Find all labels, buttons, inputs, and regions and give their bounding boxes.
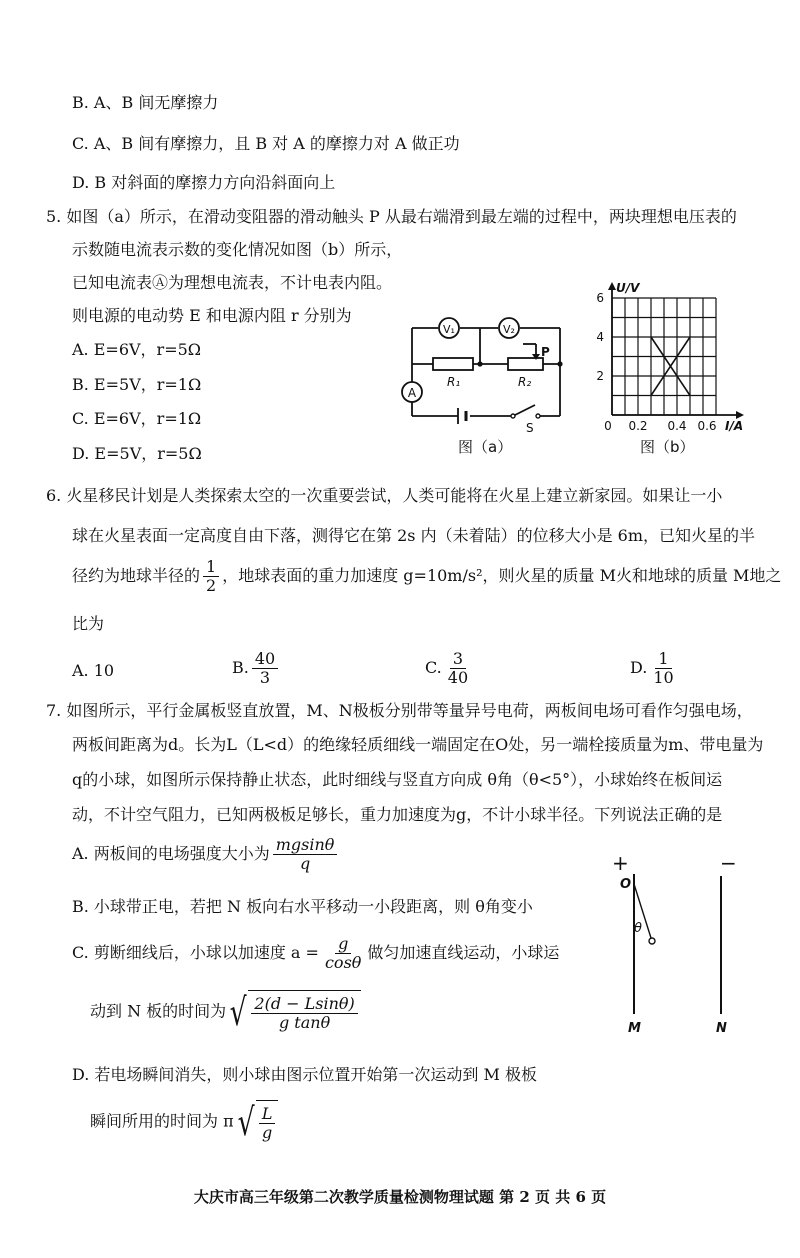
q6-option-c-label: C. (425, 658, 442, 677)
q7-option-d-time-text: 瞬间所用的时间为 π (90, 1111, 234, 1131)
x-tick-0: 0 (604, 419, 612, 433)
figure-a-caption: 图（a） (458, 438, 513, 456)
q6-option-c-num: 3 (450, 650, 466, 669)
q4-option-b: B. A、B 间无摩擦力 (72, 93, 219, 112)
y-tick-2: 2 (596, 369, 604, 383)
battery (458, 408, 466, 424)
ball (649, 938, 655, 944)
q7-option-c-sqrt-fraction (251, 995, 357, 1032)
resistor-r2 (508, 358, 543, 370)
q7-option-c-num: g (335, 935, 351, 954)
voltmeter-v2 (499, 318, 519, 338)
q7-option-d-sqrt: √ $\frac{L}{g}$ (234, 1100, 279, 1144)
q7-option-a-den: q (299, 854, 311, 873)
page-footer: 大庆市高三年级第二次教学质量检测物理试题 第 2 页 共 6 页 (193, 1188, 607, 1206)
ammeter-label: A (407, 386, 417, 400)
x-axis-label: I/A (725, 419, 744, 433)
slider-label: P (541, 345, 550, 359)
y-axis-label: U/V (616, 281, 640, 295)
q7-option-c-text1: C. 剪断细线后，小球以加速度 a = (72, 943, 319, 962)
minus-sign: − (720, 851, 737, 875)
x-tick-04: 0.4 (667, 419, 687, 433)
q5-option-d: D. E=5V，r=5Ω (72, 444, 202, 463)
plus-sign: + (612, 851, 629, 875)
q6-option-b-num: 40 (252, 650, 278, 669)
q7-option-d-line1: D. 若电场瞬间消失，则小球由图示位置开始第一次运动到 M 极板 (72, 1065, 537, 1084)
q7-option-a-num: mgsinθ (273, 836, 338, 855)
q6-option-b-den: 3 (259, 668, 271, 687)
voltmeter-v1 (439, 318, 459, 338)
q4-option-c: C. A、B 间有摩擦力，且 B 对 A 的摩擦力对 A 做正功 (72, 134, 460, 153)
x-tick-02: 0.2 (628, 419, 648, 433)
plates-diagram (598, 848, 758, 1048)
q5-option-b: B. E=5V，r=1Ω (72, 375, 202, 394)
q5-option-c: C. E=6V，r=1Ω (72, 409, 202, 428)
v1-label: V₁ (443, 323, 455, 336)
q7-stem-line3: q的小球，如图所示保持静止状态，此时细线与竖直方向成 θ角（θ<5°），小球始终在板间运 (72, 770, 723, 789)
q6-option-b (232, 650, 281, 687)
q6-option-d-num: 1 (655, 650, 671, 669)
point-o-label: O (620, 877, 632, 892)
figure-b-caption: 图（b） (640, 438, 695, 456)
q7-option-c-fraction (322, 935, 364, 972)
q7-option-c-sqrt-num: 2(d − Lsinθ) (251, 995, 357, 1014)
q6-option-c-fraction (445, 650, 471, 687)
q6-fraction-half (203, 558, 219, 595)
q6-stem-line3 (72, 556, 781, 596)
q6-option-c (425, 650, 474, 687)
switch-label: S (526, 421, 534, 435)
q6-stem-line3a: 径约为地球半径的 (72, 566, 201, 585)
q7-option-b: B. 小球带正电，若把 N 板向右水平移动一小段距离，则 θ角变小 (72, 897, 533, 916)
q6-option-b-fraction (252, 650, 278, 687)
v2-label: V₂ (503, 323, 515, 336)
ammeter (402, 382, 422, 402)
q7-option-d-sqrt-den: g (262, 1123, 273, 1142)
q7-option-d-sqrt-num: L (259, 1105, 276, 1124)
q6-option-d (630, 650, 680, 687)
q6-stem-line1: 6. 火星移民计划是人类探索太空的一次重要尝试，人类可能将在火星上建立新家园。如果让一小 (46, 486, 723, 505)
y-tick-4: 4 (596, 330, 604, 344)
q7-option-c-text2: 做匀加速直线运动，小球运 (367, 943, 560, 962)
ui-graph (592, 280, 762, 460)
q6-option-d-label: D. (630, 658, 648, 677)
plate-m-label: M (628, 1021, 641, 1036)
q6-option-d-den: 10 (653, 668, 674, 687)
resistor-r1 (433, 358, 473, 370)
q5-option-a: A. E=6V，r=5Ω (72, 340, 202, 359)
q6-option-b-label: B. (232, 658, 249, 677)
q7-option-c-line1 (72, 935, 559, 972)
q5-stem-line4: 则电源的电动势 E 和电源内阻 r 分别为 (72, 306, 352, 325)
q4-option-d: D. B 对斜面的摩擦力方向沿斜面向上 (72, 173, 336, 192)
q7-option-c-sqrt: √ $\frac{2(d - Lsin\theta)}{\text{g tanθ}}$ (226, 990, 361, 1034)
circuit-diagram (398, 308, 578, 458)
r1-label: R₁ (447, 375, 461, 389)
q7-option-a-fraction (273, 836, 338, 873)
q6-option-c-den: 40 (447, 668, 469, 687)
q7-option-a-text: A. 两板间的电场强度大小为 (72, 844, 270, 863)
y-tick-6: 6 (596, 291, 604, 305)
q7-option-c-time-text: 动到 N 板的时间为 (90, 1001, 227, 1021)
q6-frac-num: 1 (203, 558, 219, 577)
q5-stem-line2: 示数随电流表示数的变化情况如图（b）所示， (72, 240, 403, 259)
q5-stem-line3: 已知电流表Ⓐ为理想电流表，不计电表内阻。 (72, 273, 393, 292)
q7-option-c-sqrt-den: g tanθ (278, 1013, 331, 1032)
q7-option-a (72, 836, 340, 873)
q6-stem-line2: 球在火星表面一定高度自由下落，测得它在第 2s 内（未着陆）的位移大小是 6m，已知火星的半 (72, 526, 756, 545)
theta-label: θ (634, 921, 642, 936)
q7-option-c-den: cosθ (324, 953, 362, 972)
plate-n-label: N (716, 1021, 727, 1036)
q6-option-a: A. 10 (72, 661, 115, 680)
q6-stem-line3b: ，地球表面的重力加速度 g=10m/s²，则火星的质量 M火和地球的质量 M地之 (222, 566, 782, 585)
q7-stem-line4: 动，不计空气阻力，已知两极板足够长，重力加速度为g，不计小球半径。下列说法正确的是 (72, 805, 723, 824)
q6-stem-line4: 比为 (72, 614, 105, 633)
q7-option-c-line2 (90, 990, 361, 1034)
q7-option-d-line2 (90, 1100, 278, 1144)
q7-stem-line2: 两板间距离为d。长为L（L<d）的绝缘轻质细线一端固定在O处，另一端栓接质量为m、带电量为 (72, 735, 764, 754)
q7-stem-line1: 7. 如图所示，平行金属板竖直放置，M、N极板分别带等量异号电荷，两板间电场可看作匀强电场， (46, 701, 753, 720)
q5-stem-line1: 5. 如图（a）所示，在滑动变阻器的滑动触头 P 从最右端滑到最左端的过程中，两块理想电压表的 (46, 207, 737, 226)
r2-label: R₂ (518, 375, 532, 389)
q6-option-d-fraction (650, 650, 676, 687)
q6-frac-den: 2 (206, 576, 217, 595)
x-tick-06: 0.6 (697, 419, 717, 433)
q7-option-d-sqrt-fraction (259, 1105, 276, 1142)
